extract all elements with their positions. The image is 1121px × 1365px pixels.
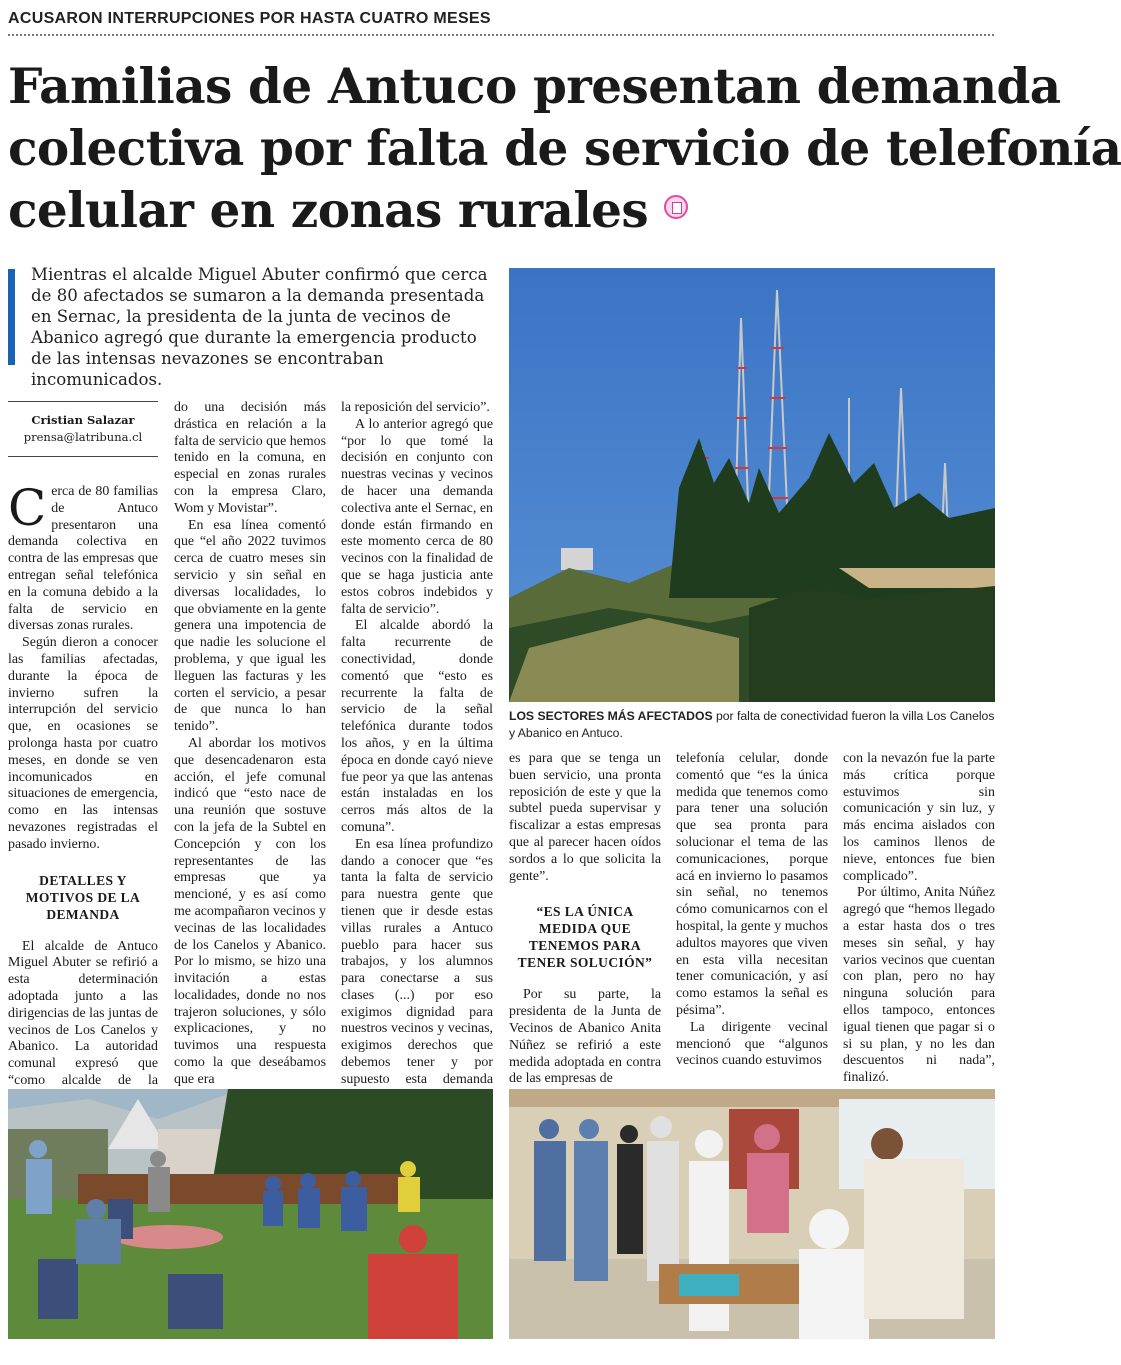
byline: [8, 401, 158, 457]
kicker: ACUSARON INTERRUPCIONES POR HASTA CUATRO MESES: [8, 10, 491, 27]
drop-cap: C: [8, 479, 47, 537]
paragraph: do una decisión más drástica en relación a la falta de servicio que hemos tenido en la comuna, en especial en zonas rurales con la empresa Claro, Wom y Movistar”.: [174, 400, 326, 516]
document-share-icon[interactable]: [664, 195, 688, 219]
caption-lead: LOS SECTORES MÁS AFECTADOS: [509, 709, 713, 723]
article-column-3: [341, 400, 493, 1105]
paragraph: Por su parte, la presidenta de la Junta de Vecinos de Abanico Anita Núñez se refirió a este medida adoptada en contra de las empresas de: [509, 987, 661, 1087]
paragraph: En esa línea profundizo dando a conocer que “es tanta la falta de servicio para nuestra gente que tienen que ir desde estas villas rurales a Antuco pueblo para hacer sus trabajos, y los alumnos para conectarse a sus clases (...) por eso exigimos dignidad para nuestros vecinos y vecinas, exigimos derechos que debemos tener y por supuesto esta demanda: [341, 836, 493, 1087]
author-name: Cristian Salazar: [31, 413, 135, 427]
article-column-1: [8, 479, 158, 1140]
headline-line-2: colectiva por falta de servicio de telefonía: [8, 120, 1121, 177]
headline: [8, 56, 1121, 242]
kicker-divider: [8, 34, 994, 36]
photo-outdoor-meeting: [8, 1089, 493, 1339]
paragraph: Al abordar los motivos que desencadenaron esta acción, el jefe comunal indicó que “esto nace de una reunión que sostuve con la jefa de la Subtel en Concepción y con los representantes de las empresas que ya mencioné, y es así como me acompañaron vecinos y vecinas de las localidades de los Canelos y Abanico. Por lo mismo, se hizo una invitación a estas localidades, donde no nos trajeron soluciones, y sólo explicaciones, y no tuvimos una respuesta como la que deseábamos que era: [174, 735, 326, 1087]
paragraph-text: erca de 80 familias de Antuco presentaron una demanda colectiva en contra de las empresas que entregan señal telefónica en la comuna debido a la falta de servicio en diversas zonas rurales.: [8, 484, 158, 634]
subheading: DETALLES Y MOTIVOS DE LA DEMANDA: [25, 872, 141, 922]
paragraph: En esa línea comentó que “el año 2022 tuvimos cerca de cuatro meses sin servicio y sin señal en diversas localidades, lo que obviamente en la gente genera una impotencia de que nadie les solucione el problema, y que igual les lleguen las facturas y les corten el servicio, a pesar de que nunca lo han tenido”.: [174, 517, 326, 735]
paragraph: la reposición del servicio”.: [341, 400, 490, 415]
paragraph: El alcalde de Antuco Miguel Abuter se refirió a esta determinación adoptada junto a las dirigencias de las juntas de vecinos de Los Canelos y Abanico. La autoridad comunal expresó que “como alcalde de la: [8, 938, 158, 1088]
headline-line-3-wrap: [8, 180, 998, 242]
paragraph: La dirigente vecinal mencionó que “algunos vecinos cuando estuvimos: [676, 1019, 828, 1069]
paragraph: A lo anterior agregó que “por lo que tomé la decisión en conjunto con nuestras vecinas y vecinos de hacer una demanda colectiva ante el Sernac, en donde están firmando en este momento cerca de 80 vecinos con la finalidad de que se haga justicia ante estos cobros indebidos y falta de servicio”.: [341, 416, 493, 617]
article-column-6: [843, 751, 995, 1087]
lead-accent-bar: [8, 269, 15, 365]
paragraph: Según dieron a conocer las familias afectadas, durante la época de invierno sufren la interrupción del servicio que, en ocasiones se prolonga hasta por cuatro meses, en donde se ven incomunicados en situaciones de emergencia, como en las intensas nevazones registradas el pasado invierno.: [8, 635, 158, 852]
headline-line-1: Familias de Antuco presentan demanda: [8, 58, 1061, 115]
paragraph: con la nevazón fue la parte más crítica porque estuvimos sin comunicación y sin luz, y más encima aislados con los caminos llenos de nieve, entonces fue bien complicado”.: [843, 751, 995, 884]
photo-antenna-towers: [509, 268, 995, 702]
paragraph: telefonía celular, donde comentó que “es la única medida que tenemos como para tener una solución que sea pronta para solucionar el tema de las comunicaciones, porque acá en invierno lo pasamos sin señal, no tenemos cómo comunicarnos con el hospital, la gente y muchos adultos mayores que viven en esta villa necesitan tener comunicación, y así como estamos la señal es pésima”.: [676, 751, 828, 1018]
photo-signing-demand: [509, 1089, 995, 1339]
headline-line-3: celular en zonas rurales: [8, 182, 649, 239]
author-email[interactable]: prensa@latribuna.cl: [23, 430, 143, 444]
subheading: “ES LA ÚNICA MEDIDA QUE TENEMOS PARA TENER SOLUCIÓN”: [517, 904, 653, 971]
article-column-5: [676, 751, 828, 1070]
article-column-4: [509, 751, 661, 1088]
lead-paragraph: Mientras el alcalde Miguel Abuter confirmó que cerca de 80 afectados se sumaron a la demanda presentada en Sernac, la presidenta de la junta de vecinos de Abanico agregó que durante la emergencia producto de las intensas nevazones se encontraban incomunicados.: [31, 265, 488, 389]
paragraph: es para que se tenga un buen servicio, una pronta reposición de este y que la subtel pueda supervisar y fiscalizar a estas empresas que al parecer hacen oídos sordos a lo que solicita la gente”.: [509, 751, 661, 884]
photo-caption: [509, 708, 995, 742]
paragraph: El alcalde abordó la falta recurrente de conectividad, donde comentó que “esto es recurrente la falta de servicio de la señal telefónica durante todos los años, y en la última época en donde cayó nieve fue peor ya que las antenas están instaladas en los cerros más altos de la comuna”.: [341, 618, 493, 835]
article-column-2: [174, 400, 326, 1089]
caption-text: por falta de conectividad fueron la villa Los Canelos y Abanico en Antuco.: [509, 709, 995, 740]
paragraph: Por último, Anita Núñez agregó que “hemos llegado a estar hasta dos o tres meses sin señal, y hay varios vecinos que cuentan con plan, pero no hay ninguna solución para ellos tampoco, entonces igual tienen que pagar si o si su plan, y no les dan descuentos ni nada”, finalizó.: [843, 885, 995, 1086]
paragraph: [8, 479, 158, 635]
